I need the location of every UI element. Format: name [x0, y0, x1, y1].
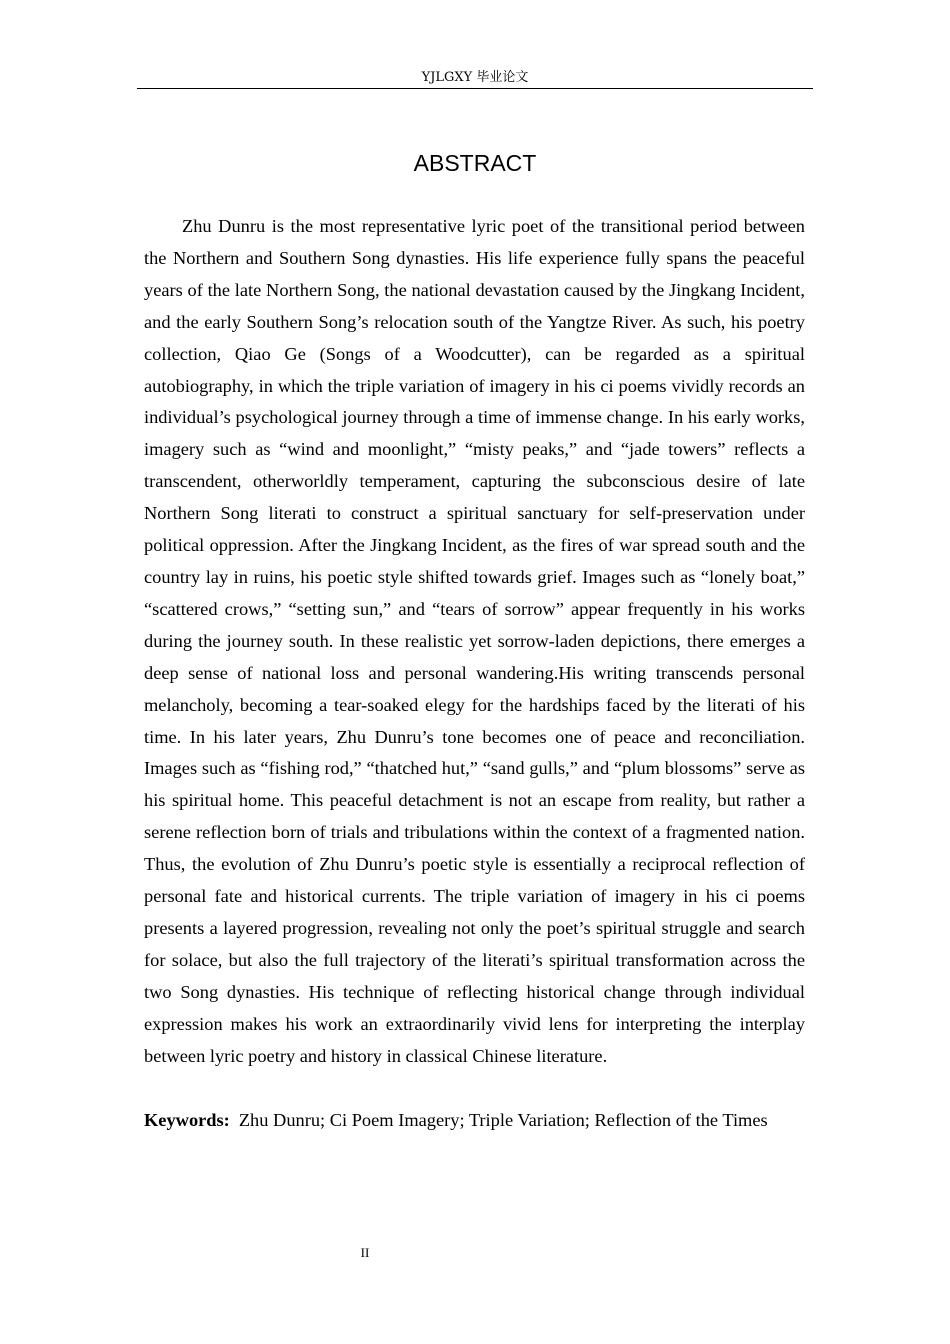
header-divider [137, 88, 813, 89]
page-number: II [360, 1245, 370, 1260]
abstract-body: Zhu Dunru is the most representative lyric poet of the transitional period between the Northern and Southern Song dynasties. His life experience fully spans the peaceful years of the late Northern Song, the national devastation caused by the Jingkang Incident, and the early Southern Song’s relocation south of the Yangtze River. As such, his poetry collection, Qiao Ge (Songs of a Woodcutter), can be regarded as a spiritual autobiography, in which the triple variation of imagery in his ci poems vividly records an individual’s psychological journey through a time of immense change. In his early works, imagery such as “wind and moonlight,” “misty peaks,” and “jade towers” reflects a transcendent, otherworldly temperament, capturing the subconscious desire of late Northern Song literati to construct a spiritual sanctuary for self-preservation under political oppression. After the Jingkang Incident, as the fires of war spread south and the country lay in ruins, his poetic style shifted towards grief. Images such as “lonely boat,” “scattered crows,” “setting sun,” and “tears of sorrow” appear frequently in his works during the journey south. In these realistic yet sorrow-laden depictions, there emerges a deep sense of national loss and personal wandering.His writing transcends personal melancholy, becoming a tear-soaked elegy for the hardships faced by the literati of his time. In his later years, Zhu Dunru’s tone becomes one of peace and reconciliation. Images such as “fishing rod,” “thatched hut,” “sand gulls,” and “plum blossoms” serve as his spiritual home. This peaceful detachment is not an escape from reality, but rather a serene reflection born of trials and tribulations within the context of a fragmented nation. Thus, the evolution of Zhu Dunru’s poetic style is essentially a reciprocal reflection of personal fate and historical currents. The triple variation of imagery in his ci poems presents a layered progression, revealing not only the poet’s spiritual struggle and search for solace, but also the full trajectory of the literati’s spiritual transformation across the two Song dynasties. His technique of reflecting historical change through individual expression makes his work an extraordinarily vivid lens for interpreting the interplay between lyric poetry and history in classical Chinese literature. [144, 216, 805, 1066]
keywords-text: Zhu Dunru; Ci Poem Imagery; Triple Variation; Reflection of the Times [238, 1110, 768, 1130]
abstract-title: ABSTRACT [413, 150, 537, 176]
keywords-label: Keywords: [144, 1110, 230, 1130]
keywords-line [144, 1105, 805, 1137]
running-header: YJLGXY 毕业论文 [421, 70, 529, 85]
